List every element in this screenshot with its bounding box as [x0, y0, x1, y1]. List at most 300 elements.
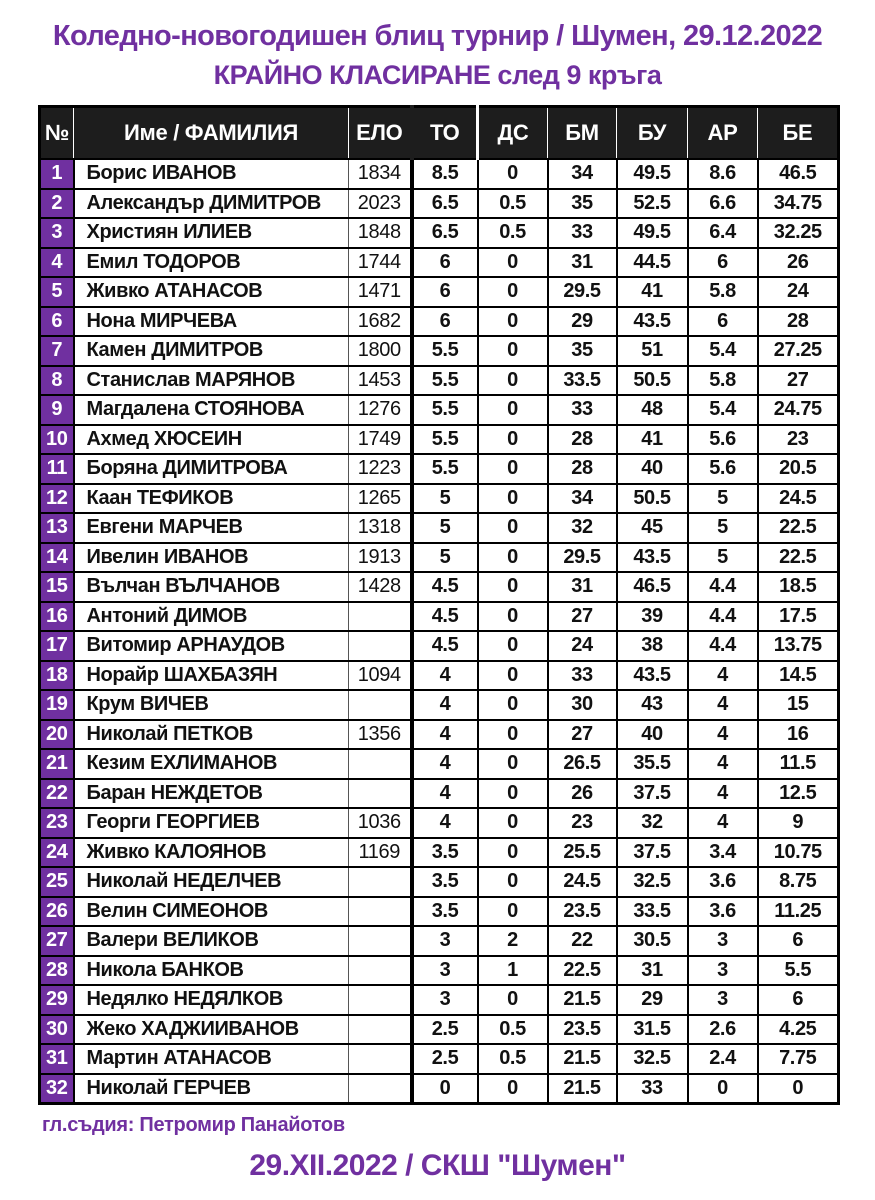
player-name-cell: Николай ГЕРЧЕВ [74, 1074, 349, 1104]
points-cell: 3.5 [412, 867, 478, 897]
bu-cell: 31 [617, 956, 688, 986]
player-name-cell: Ивелин ИВАНОВ [74, 543, 349, 573]
player-name-cell: Боряна ДИМИТРОВА [74, 454, 349, 484]
points-cell: 4 [412, 749, 478, 779]
rank-cell: 5 [40, 277, 74, 307]
be-cell: 12.5 [758, 779, 839, 809]
bm-cell: 23.5 [548, 897, 617, 927]
bm-cell: 29 [548, 307, 617, 337]
player-name-cell: Жеко ХАДЖИИВАНОВ [74, 1015, 349, 1045]
ar-cell: 4 [688, 690, 758, 720]
player-name-cell: Магдалена СТОЯНОВА [74, 395, 349, 425]
ar-cell: 4.4 [688, 602, 758, 632]
rank-cell: 1 [40, 159, 74, 189]
elo-cell [349, 926, 412, 956]
bu-cell: 51 [617, 336, 688, 366]
bm-cell: 24.5 [548, 867, 617, 897]
bu-cell: 41 [617, 425, 688, 455]
ds-cell: 0 [478, 277, 548, 307]
ar-cell: 4 [688, 779, 758, 809]
be-cell: 17.5 [758, 602, 839, 632]
col-header-bu: БУ [617, 107, 688, 160]
elo-cell: 1744 [349, 248, 412, 278]
elo-cell: 1276 [349, 395, 412, 425]
table-row [40, 543, 839, 573]
rank-cell: 32 [40, 1074, 74, 1104]
rank-cell: 30 [40, 1015, 74, 1045]
elo-cell: 1848 [349, 218, 412, 248]
be-cell: 15 [758, 690, 839, 720]
player-name-cell: Никола БАНКОВ [74, 956, 349, 986]
bu-cell: 32.5 [617, 1044, 688, 1074]
points-cell: 4 [412, 720, 478, 750]
ar-cell: 2.4 [688, 1044, 758, 1074]
player-name-cell: Ахмед ХЮСЕИН [74, 425, 349, 455]
col-header-ds: ДС [478, 107, 548, 160]
bu-cell: 31.5 [617, 1015, 688, 1045]
table-row [40, 218, 839, 248]
player-name-cell: Антоний ДИМОВ [74, 602, 349, 632]
elo-cell: 1356 [349, 720, 412, 750]
player-name-cell: Николай ПЕТКОВ [74, 720, 349, 750]
ds-cell: 0 [478, 1074, 548, 1104]
ar-cell: 4 [688, 749, 758, 779]
rank-cell: 7 [40, 336, 74, 366]
bu-cell: 37.5 [617, 779, 688, 809]
elo-cell [349, 602, 412, 632]
player-name-cell: Недялко НЕДЯЛКОВ [74, 985, 349, 1015]
bm-cell: 34 [548, 484, 617, 514]
player-name-cell: Емил ТОДОРОВ [74, 248, 349, 278]
col-header-elo: ЕЛО [349, 107, 412, 160]
be-cell: 9 [758, 808, 839, 838]
table-row [40, 661, 839, 691]
col-header-points: ТО [412, 107, 478, 160]
be-cell: 27 [758, 366, 839, 396]
ds-cell: 0 [478, 366, 548, 396]
ds-cell: 0 [478, 985, 548, 1015]
ar-cell: 3.6 [688, 897, 758, 927]
player-name-cell: Витомир АРНАУДОВ [74, 631, 349, 661]
elo-cell [349, 1074, 412, 1104]
elo-cell [349, 631, 412, 661]
bm-cell: 27 [548, 602, 617, 632]
ar-cell: 5.4 [688, 395, 758, 425]
be-cell: 46.5 [758, 159, 839, 189]
bm-cell: 35 [548, 336, 617, 366]
ar-cell: 0 [688, 1074, 758, 1104]
elo-cell: 1428 [349, 572, 412, 602]
elo-cell: 1094 [349, 661, 412, 691]
player-name-cell: Борис ИВАНОВ [74, 159, 349, 189]
bu-cell: 32 [617, 808, 688, 838]
player-name-cell: Нона МИРЧЕВА [74, 307, 349, 337]
ar-cell: 5.8 [688, 277, 758, 307]
elo-cell [349, 1015, 412, 1045]
bm-cell: 33 [548, 395, 617, 425]
rank-cell: 3 [40, 218, 74, 248]
bu-cell: 45 [617, 513, 688, 543]
bm-cell: 21.5 [548, 985, 617, 1015]
player-name-cell: Камен ДИМИТРОВ [74, 336, 349, 366]
rank-cell: 20 [40, 720, 74, 750]
be-cell: 11.25 [758, 897, 839, 927]
bm-cell: 22.5 [548, 956, 617, 986]
bu-cell: 43.5 [617, 543, 688, 573]
ds-cell: 0 [478, 661, 548, 691]
rank-cell: 28 [40, 956, 74, 986]
bu-cell: 50.5 [617, 484, 688, 514]
ds-cell: 0 [478, 336, 548, 366]
table-row [40, 926, 839, 956]
ds-cell: 0 [478, 897, 548, 927]
table-row [40, 277, 839, 307]
ar-cell: 4.4 [688, 631, 758, 661]
rank-cell: 21 [40, 749, 74, 779]
rank-cell: 22 [40, 779, 74, 809]
table-row [40, 189, 839, 219]
player-name-cell: Александър ДИМИТРОВ [74, 189, 349, 219]
bu-cell: 40 [617, 454, 688, 484]
ar-cell: 3.4 [688, 838, 758, 868]
standings-body [40, 159, 839, 1104]
rank-cell: 27 [40, 926, 74, 956]
elo-cell: 1834 [349, 159, 412, 189]
ds-cell: 0 [478, 602, 548, 632]
elo-cell [349, 897, 412, 927]
ds-cell: 0.5 [478, 218, 548, 248]
ar-cell: 3 [688, 926, 758, 956]
event-date-club-line: 29.XII.2022 / СКШ "Шумен" [249, 1149, 626, 1182]
rank-cell: 11 [40, 454, 74, 484]
table-row [40, 690, 839, 720]
bu-cell: 48 [617, 395, 688, 425]
elo-cell: 1471 [349, 277, 412, 307]
bm-cell: 23 [548, 808, 617, 838]
table-row [40, 336, 839, 366]
table-row [40, 159, 839, 189]
rank-cell: 15 [40, 572, 74, 602]
be-cell: 24.75 [758, 395, 839, 425]
elo-cell: 1913 [349, 543, 412, 573]
rank-cell: 9 [40, 395, 74, 425]
be-cell: 16 [758, 720, 839, 750]
ar-cell: 5 [688, 484, 758, 514]
table-row [40, 779, 839, 809]
bm-cell: 28 [548, 454, 617, 484]
be-cell: 24 [758, 277, 839, 307]
rank-cell: 16 [40, 602, 74, 632]
points-cell: 5.5 [412, 425, 478, 455]
ds-cell: 0 [478, 248, 548, 278]
ds-cell: 0 [478, 572, 548, 602]
points-cell: 4.5 [412, 572, 478, 602]
player-name-cell: Норайр ШАХБАЗЯН [74, 661, 349, 691]
bm-cell: 34 [548, 159, 617, 189]
bm-cell: 25.5 [548, 838, 617, 868]
be-cell: 22.5 [758, 543, 839, 573]
be-cell: 13.75 [758, 631, 839, 661]
be-cell: 6 [758, 926, 839, 956]
ds-cell: 0 [478, 425, 548, 455]
points-cell: 6 [412, 248, 478, 278]
table-row [40, 366, 839, 396]
bu-cell: 43 [617, 690, 688, 720]
be-cell: 20.5 [758, 454, 839, 484]
elo-cell [349, 779, 412, 809]
bm-cell: 31 [548, 572, 617, 602]
ds-cell: 0 [478, 720, 548, 750]
elo-cell: 1682 [349, 307, 412, 337]
elo-cell: 1749 [349, 425, 412, 455]
points-cell: 4 [412, 808, 478, 838]
player-name-cell: Баран НЕЖДЕТОВ [74, 779, 349, 809]
be-cell: 0 [758, 1074, 839, 1104]
table-row [40, 248, 839, 278]
bu-cell: 38 [617, 631, 688, 661]
ds-cell: 0 [478, 808, 548, 838]
ds-cell: 0 [478, 631, 548, 661]
ds-cell: 0 [478, 307, 548, 337]
col-header-ar: АР [688, 107, 758, 160]
bu-cell: 37.5 [617, 838, 688, 868]
ar-cell: 3 [688, 985, 758, 1015]
be-cell: 8.75 [758, 867, 839, 897]
points-cell: 5 [412, 484, 478, 514]
table-row [40, 749, 839, 779]
ar-cell: 5 [688, 543, 758, 573]
be-cell: 28 [758, 307, 839, 337]
bu-cell: 44.5 [617, 248, 688, 278]
table-row [40, 484, 839, 514]
points-cell: 4 [412, 661, 478, 691]
elo-cell: 1036 [349, 808, 412, 838]
table-row [40, 602, 839, 632]
rank-cell: 8 [40, 366, 74, 396]
bm-cell: 35 [548, 189, 617, 219]
be-cell: 34.75 [758, 189, 839, 219]
table-row [40, 425, 839, 455]
ds-cell: 0.5 [478, 189, 548, 219]
bm-cell: 27 [548, 720, 617, 750]
points-cell: 3 [412, 985, 478, 1015]
points-cell: 3 [412, 956, 478, 986]
rank-cell: 31 [40, 1044, 74, 1074]
bm-cell: 21.5 [548, 1044, 617, 1074]
bu-cell: 43.5 [617, 307, 688, 337]
be-cell: 22.5 [758, 513, 839, 543]
col-header-rank: № [40, 107, 74, 160]
be-cell: 5.5 [758, 956, 839, 986]
points-cell: 5.5 [412, 336, 478, 366]
player-name-cell: Кезим ЕХЛИМАНОВ [74, 749, 349, 779]
ds-cell: 0 [478, 454, 548, 484]
points-cell: 4 [412, 690, 478, 720]
bm-cell: 31 [548, 248, 617, 278]
ds-cell: 0 [478, 395, 548, 425]
points-cell: 5 [412, 513, 478, 543]
table-row [40, 985, 839, 1015]
table-row [40, 867, 839, 897]
table-row [40, 1074, 839, 1104]
ds-cell: 0 [478, 867, 548, 897]
bu-cell: 33 [617, 1074, 688, 1104]
bu-cell: 49.5 [617, 159, 688, 189]
elo-cell: 1800 [349, 336, 412, 366]
points-cell: 5.5 [412, 395, 478, 425]
bm-cell: 22 [548, 926, 617, 956]
bu-cell: 33.5 [617, 897, 688, 927]
bm-cell: 26 [548, 779, 617, 809]
standings-subtitle: КРАЙНО КЛАСИРАНЕ след 9 кръга [213, 60, 662, 90]
player-name-cell: Николай НЕДЕЛЧЕВ [74, 867, 349, 897]
ar-cell: 4 [688, 720, 758, 750]
rank-cell: 10 [40, 425, 74, 455]
table-row [40, 572, 839, 602]
points-cell: 6.5 [412, 189, 478, 219]
ar-cell: 6.4 [688, 218, 758, 248]
table-row [40, 307, 839, 337]
ar-cell: 6.6 [688, 189, 758, 219]
bu-cell: 30.5 [617, 926, 688, 956]
player-name-cell: Станислав МАРЯНОВ [74, 366, 349, 396]
ar-cell: 3.6 [688, 867, 758, 897]
rank-cell: 6 [40, 307, 74, 337]
bu-cell: 32.5 [617, 867, 688, 897]
ds-cell: 0 [478, 690, 548, 720]
player-name-cell: Вълчан ВЪЛЧАНОВ [74, 572, 349, 602]
player-name-cell: Мартин АТАНАСОВ [74, 1044, 349, 1074]
points-cell: 3.5 [412, 838, 478, 868]
points-cell: 6.5 [412, 218, 478, 248]
bu-cell: 41 [617, 277, 688, 307]
bu-cell: 43.5 [617, 661, 688, 691]
elo-cell [349, 690, 412, 720]
elo-cell: 1265 [349, 484, 412, 514]
ar-cell: 5 [688, 513, 758, 543]
rank-cell: 24 [40, 838, 74, 868]
ar-cell: 5.6 [688, 425, 758, 455]
points-cell: 3 [412, 926, 478, 956]
bm-cell: 28 [548, 425, 617, 455]
ar-cell: 6 [688, 307, 758, 337]
rank-cell: 2 [40, 189, 74, 219]
be-cell: 18.5 [758, 572, 839, 602]
ar-cell: 4 [688, 661, 758, 691]
rank-cell: 12 [40, 484, 74, 514]
be-cell: 10.75 [758, 838, 839, 868]
elo-cell: 1169 [349, 838, 412, 868]
table-row [40, 454, 839, 484]
points-cell: 4.5 [412, 631, 478, 661]
bu-cell: 29 [617, 985, 688, 1015]
rank-cell: 19 [40, 690, 74, 720]
rank-cell: 18 [40, 661, 74, 691]
points-cell: 5.5 [412, 454, 478, 484]
table-row [40, 808, 839, 838]
elo-cell: 1453 [349, 366, 412, 396]
rank-cell: 29 [40, 985, 74, 1015]
bu-cell: 39 [617, 602, 688, 632]
player-name-cell: Каан ТЕФИКОВ [74, 484, 349, 514]
be-cell: 26 [758, 248, 839, 278]
ds-cell: 0.5 [478, 1015, 548, 1045]
player-name-cell: Живко АТАНАСОВ [74, 277, 349, 307]
bm-cell: 29.5 [548, 277, 617, 307]
ar-cell: 4.4 [688, 572, 758, 602]
ds-cell: 0 [478, 749, 548, 779]
bu-cell: 40 [617, 720, 688, 750]
rank-cell: 26 [40, 897, 74, 927]
ar-cell: 3 [688, 956, 758, 986]
table-row [40, 1015, 839, 1045]
be-cell: 32.25 [758, 218, 839, 248]
ar-cell: 8.6 [688, 159, 758, 189]
ds-cell: 0 [478, 779, 548, 809]
ds-cell: 1 [478, 956, 548, 986]
points-cell: 4 [412, 779, 478, 809]
header-row [40, 107, 839, 160]
ds-cell: 0 [478, 513, 548, 543]
ar-cell: 2.6 [688, 1015, 758, 1045]
be-cell: 14.5 [758, 661, 839, 691]
bm-cell: 24 [548, 631, 617, 661]
col-header-bm: БМ [548, 107, 617, 160]
player-name-cell: Велин СИМЕОНОВ [74, 897, 349, 927]
rank-cell: 13 [40, 513, 74, 543]
table-row [40, 897, 839, 927]
bm-cell: 33.5 [548, 366, 617, 396]
points-cell: 6 [412, 307, 478, 337]
chief-arbiter-line: гл.съдия: Петромир Панайотов [42, 1114, 345, 1136]
player-name-cell: Валери ВЕЛИКОВ [74, 926, 349, 956]
player-name-cell: Крум ВИЧЕВ [74, 690, 349, 720]
points-cell: 5.5 [412, 366, 478, 396]
be-cell: 24.5 [758, 484, 839, 514]
ds-cell: 0 [478, 838, 548, 868]
points-cell: 2.5 [412, 1044, 478, 1074]
col-header-name: Име / ФАМИЛИЯ [74, 107, 349, 160]
be-cell: 23 [758, 425, 839, 455]
be-cell: 11.5 [758, 749, 839, 779]
bu-cell: 49.5 [617, 218, 688, 248]
points-cell: 2.5 [412, 1015, 478, 1045]
bm-cell: 33 [548, 661, 617, 691]
ds-cell: 0 [478, 543, 548, 573]
table-row [40, 513, 839, 543]
ds-cell: 0.5 [478, 1044, 548, 1074]
points-cell: 0 [412, 1074, 478, 1104]
elo-cell [349, 749, 412, 779]
ar-cell: 6 [688, 248, 758, 278]
points-cell: 8.5 [412, 159, 478, 189]
rank-cell: 25 [40, 867, 74, 897]
bu-cell: 35.5 [617, 749, 688, 779]
be-cell: 4.25 [758, 1015, 839, 1045]
tournament-title: Коледно-новогодишен блиц турнир / Шумен, 29.12.2022 [52, 20, 823, 52]
bm-cell: 23.5 [548, 1015, 617, 1045]
elo-cell [349, 867, 412, 897]
table-row [40, 956, 839, 986]
ar-cell: 5.4 [688, 336, 758, 366]
be-cell: 6 [758, 985, 839, 1015]
rank-cell: 17 [40, 631, 74, 661]
bu-cell: 46.5 [617, 572, 688, 602]
elo-cell: 1318 [349, 513, 412, 543]
player-name-cell: Живко КАЛОЯНОВ [74, 838, 349, 868]
bu-cell: 50.5 [617, 366, 688, 396]
ds-cell: 0 [478, 484, 548, 514]
